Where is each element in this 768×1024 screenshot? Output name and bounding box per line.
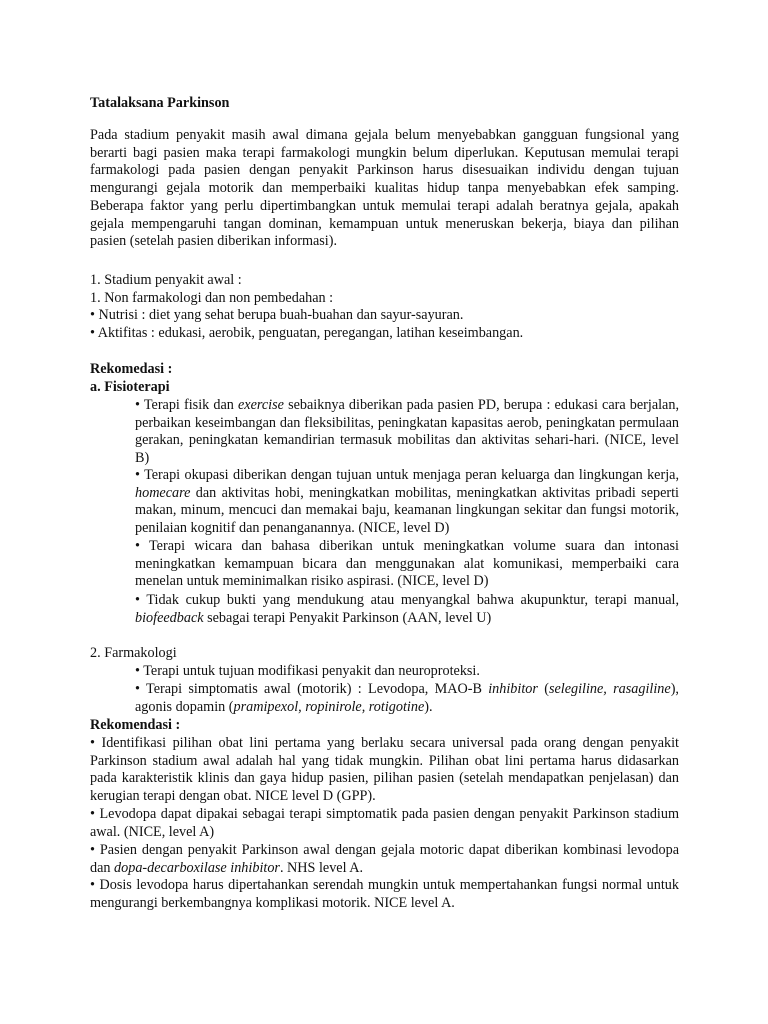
stage-item-aktifitas: • Aktifitas : edukasi, aerobik, penguatan, peregangan, latihan keseimbangan. bbox=[90, 325, 524, 342]
item-emphasis: dopa-decarboxilase inhibitor bbox=[114, 859, 280, 876]
item-emphasis: exercise bbox=[237, 397, 284, 413]
rec2-item-kombinasi bbox=[90, 842, 679, 877]
stage-section bbox=[90, 272, 690, 343]
item-text: . NHS level A. bbox=[279, 859, 364, 876]
item-text: • Pasien dengan penyakit Parkinson awal dengan gejala motoric dapat diberikan kombinasi levodopa dan bbox=[90, 842, 679, 876]
rec1-heading: Rekomedasi : bbox=[90, 361, 173, 377]
item-text: ), agonis dopamin ( bbox=[135, 681, 679, 715]
pharma-heading: 2. Farmakologi bbox=[90, 645, 177, 661]
rec2-item-levodopa bbox=[90, 806, 679, 841]
page-title: Tatalaksana Parkinson bbox=[90, 95, 230, 111]
item-emphasis: biofeedback bbox=[135, 609, 204, 626]
item-emphasis: selegiline, rasagiline bbox=[548, 681, 671, 697]
item-text: • Terapi okupasi diberikan dengan tujuan untuk menjaga peran keluarga dan lingkungan kerja, bbox=[135, 467, 679, 483]
rec2-item-dosis bbox=[90, 877, 679, 912]
item-text: sebaiknya diberikan pada pasien PD, berupa : edukasi cara berjalan, perbaikan keseimbangan dan fleksibilitas, peningkatan kapasitas aerob, peningkatan permulaan gerakan, peningkatan kemandirian termasuk mobilitas dan aktivitas sehari-hari. (NICE, level B) bbox=[135, 397, 679, 467]
item-emphasis: inhibitor bbox=[488, 681, 538, 697]
item-emphasis: homecare bbox=[135, 484, 191, 501]
item-text: • Terapi fisik dan bbox=[135, 397, 238, 413]
rec1-item-okupasi bbox=[135, 467, 679, 538]
item-text: ( bbox=[537, 681, 549, 697]
stage-heading: 1. Stadium penyakit awal : bbox=[90, 272, 242, 288]
intro-paragraph: Pada stadium penyakit masih awal dimana gejala belum menyebabkan gangguan fungsional yang berarti bagi pasien maka terapi farmakologi mungkin belum diperlukan. Keputusan memulai terapi farmakologi pada pasien dengan penyakit Parkinson harus disesuaikan individu dengan tujuan mengurangi gejala motorik dan memperbaiki kualitas hidup tanpa menyebabkan efek samping. Beberapa faktor yang perlu dipertimbangkan untuk memulai terapi adalah beratnya gejala, apakah gejala mempengaruhi tangan dominan, kemampuan untuk meneruskan bekerja, biaya dan pilihan pasien (setelah pasien diberikan informasi). bbox=[90, 127, 679, 250]
pharma-item-neuroproteksi: • Terapi untuk tujuan modifikasi penyakit dan neuroproteksi. bbox=[135, 663, 480, 679]
item-emphasis: pramipexol, ropinirole, rotigotine bbox=[233, 698, 425, 715]
rec1-item-akupunktur bbox=[135, 592, 679, 627]
item-text: dan aktivitas hobi, meningkatkan mobilitas, meningkatkan aktivitas pribadi seperti makan, minum, mencuci dan memakai baju, keamanan lingkungan sekitar dan fungsi motorik, penilaian kognitif dan penanganannya. (NICE, level D) bbox=[135, 484, 679, 537]
item-text: • Dosis levodopa harus dipertahankan serendah mungkin untuk mempertahankan fungsi normal untuk mengurangi berkembangnya komplikasi motorik. NICE level A. bbox=[90, 877, 679, 911]
pharma-item-simptomatis bbox=[135, 681, 679, 716]
stage-subheading: 1. Non farmakologi dan non pembedahan : bbox=[90, 289, 334, 306]
rec1-item-wicara bbox=[135, 538, 679, 591]
item-text: ). bbox=[424, 698, 433, 715]
rec2-item-identifikasi bbox=[90, 735, 679, 806]
rec1-subheading: a. Fisioterapi bbox=[90, 379, 170, 395]
item-text: • Levodopa dapat dipakai sebagai terapi simptomatik pada pasien dengan penyakit Parkinson stadium awal. (NICE, level A) bbox=[90, 806, 679, 840]
item-text: • Terapi wicara dan bahasa diberikan untuk meningkatkan volume suara dan intonasi meningkatkan kemampuan bicara dan menggunakan alat komunikasi, memperbaiki cara menelan untuk meminimalkan risiko aspirasi. (NICE, level D) bbox=[135, 538, 679, 590]
item-text: • Identifikasi pilihan obat lini pertama yang berlaku secara universal pada orang dengan penyakit Parkinson stadium awal adalah hal yang tidak mungkin. Pilihan obat lini pertama harus didasarkan pada karakteristik klinis dan gaya hidup pasien, pilihan pasien (setelah mendapatkan penjelasan) dan kerugian terapi dengan obat. NICE level D (GPP). bbox=[90, 735, 679, 805]
rec2-heading: Rekomendasi : bbox=[90, 717, 181, 733]
item-text: sebagai terapi Penyakit Parkinson (AAN, level U) bbox=[203, 609, 492, 626]
item-text: • Terapi simptomatis awal (motorik) : Levodopa, MAO-B bbox=[135, 681, 489, 697]
item-text: • Tidak cukup bukti yang mendukung atau menyangkal bahwa akupunktur, terapi manual, bbox=[135, 592, 679, 608]
stage-item-nutrisi: • Nutrisi : diet yang sehat berupa buah-buahan dan sayur-sayuran. bbox=[90, 307, 464, 324]
rec1-item-fisik bbox=[135, 397, 679, 468]
